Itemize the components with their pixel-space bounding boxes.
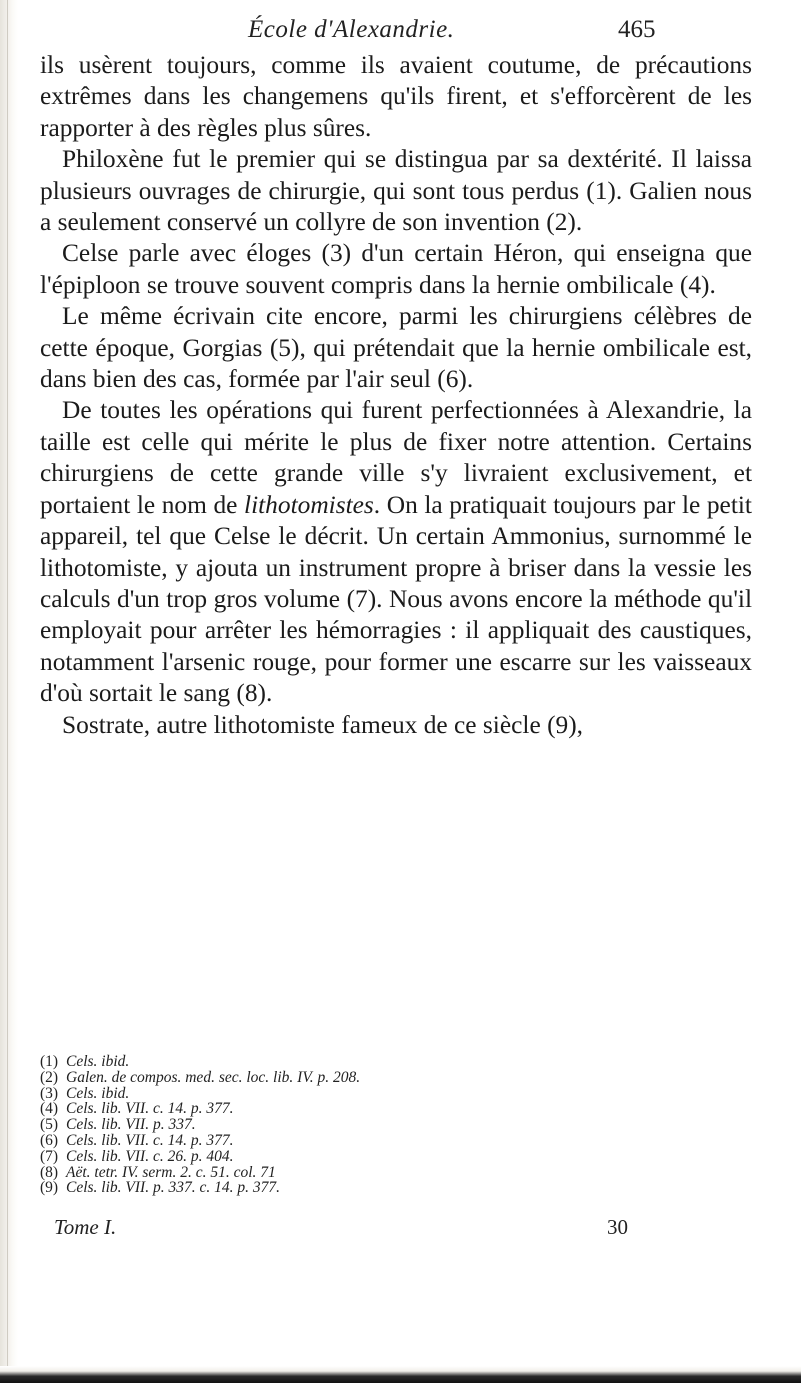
footnote-number: (1)	[40, 1053, 59, 1070]
footnote-number: (2)	[40, 1068, 59, 1086]
footnotes	[40, 1054, 640, 1196]
footnote-number: (9)	[40, 1179, 59, 1197]
volume-label: Tome I.	[54, 1215, 117, 1239]
footnote-number: (8)	[40, 1163, 59, 1181]
footnote	[40, 1117, 640, 1133]
footnote-number: (7)	[40, 1147, 59, 1165]
paragraph-text: De toutes les opérations qui furent perfectionnées à Alexandrie, la taille est celle qui mérite le plus de fixer notre attention. Certains chirurgiens de cette grande ville s'y livraient exclusivement, et portaient le nom de	[40, 396, 752, 519]
page-number: 465	[618, 16, 656, 43]
italic-term: lithotomistes	[244, 490, 374, 519]
footnote	[40, 1070, 640, 1086]
footnote	[40, 1165, 640, 1181]
footnote-text: Cels. ibid.	[66, 1053, 130, 1070]
footnote-number: (6)	[40, 1131, 59, 1149]
signature-mark: 30	[607, 1215, 628, 1239]
footnote-text: Cels. lib. VII. c. 14. p. 377.	[66, 1100, 234, 1118]
footnote	[40, 1149, 640, 1165]
paragraph: Philoxène fut le premier qui se distingua par sa dextérité. Il laissa plusieurs ouvrages de chirurgie, qui sont tous perdus (1). Galien nous a seulement conservé un collyre de son invention (2).	[40, 145, 752, 237]
footnote	[40, 1054, 640, 1070]
running-title: École d'Alexandrie.	[248, 16, 455, 43]
main-text	[40, 50, 752, 741]
paragraph-text: . On la pratiquait toujours par le petit appareil, tel que Celse le décrit. Un certain Ammonius, surnommé le lithotomiste, y ajouta un instrument propre à briser dans la vessie les calculs d'un trop gros volume (7). Nous avons encore la méthode qu'il employait pour arrêter les hémorragies : il appliquait des caustiques, notamment l'arsenic rouge, pour former une escarre sur les vaisseaux d'où sortait le sang (8).	[40, 490, 752, 708]
footnote	[40, 1086, 640, 1102]
footnote-number: (3)	[40, 1084, 59, 1102]
footnote-text: Cels. lib. VII. c. 14. p. 377.	[66, 1131, 234, 1149]
footnote-number: (4)	[40, 1100, 59, 1118]
footnote	[40, 1101, 640, 1117]
scan-bottom-edge	[0, 1366, 801, 1383]
page-header	[40, 6, 800, 46]
footnote	[40, 1180, 640, 1196]
page-footer	[54, 1215, 628, 1239]
footnote-number: (5)	[40, 1116, 59, 1134]
footnote-text: Cels. lib. VII. p. 337. c. 14. p. 377.	[66, 1179, 280, 1197]
paragraph: Le même écrivain cite encore, parmi les chirurgiens célèbres de cette époque, Gorgias (5), qui prétendait que la hernie ombilicale est, dans bien des cas, formée par l'air seul (6).	[40, 302, 752, 394]
footnote-text: Aët. tetr. IV. serm. 2. c. 51. col. 71	[66, 1163, 276, 1181]
paragraph: Sostrate, autre lithotomiste fameux de ce siècle (9),	[62, 710, 584, 739]
footnote-text: Cels. ibid.	[66, 1084, 130, 1102]
paragraph: Celse parle avec éloges (3) d'un certain Héron, qui enseigna que l'épiploon se trouve souvent compris dans la hernie ombilicale (4).	[40, 239, 752, 299]
footnote-text: Cels. lib. VII. c. 26. p. 404.	[66, 1147, 234, 1165]
footnote-text: Galen. de compos. med. sec. loc. lib. IV. p. 208.	[66, 1068, 361, 1086]
paragraph	[40, 395, 752, 709]
paragraph: ils usèrent toujours, comme ils avaient coutume, de précautions extrêmes dans les changemens qu'ils firent, et s'efforcèrent de les rapporter à des règles plus sûres.	[40, 51, 752, 142]
page-binding-edge	[0, 0, 18, 1383]
footnote	[40, 1133, 640, 1149]
footnote-text: Cels. lib. VII. p. 337.	[66, 1116, 196, 1134]
